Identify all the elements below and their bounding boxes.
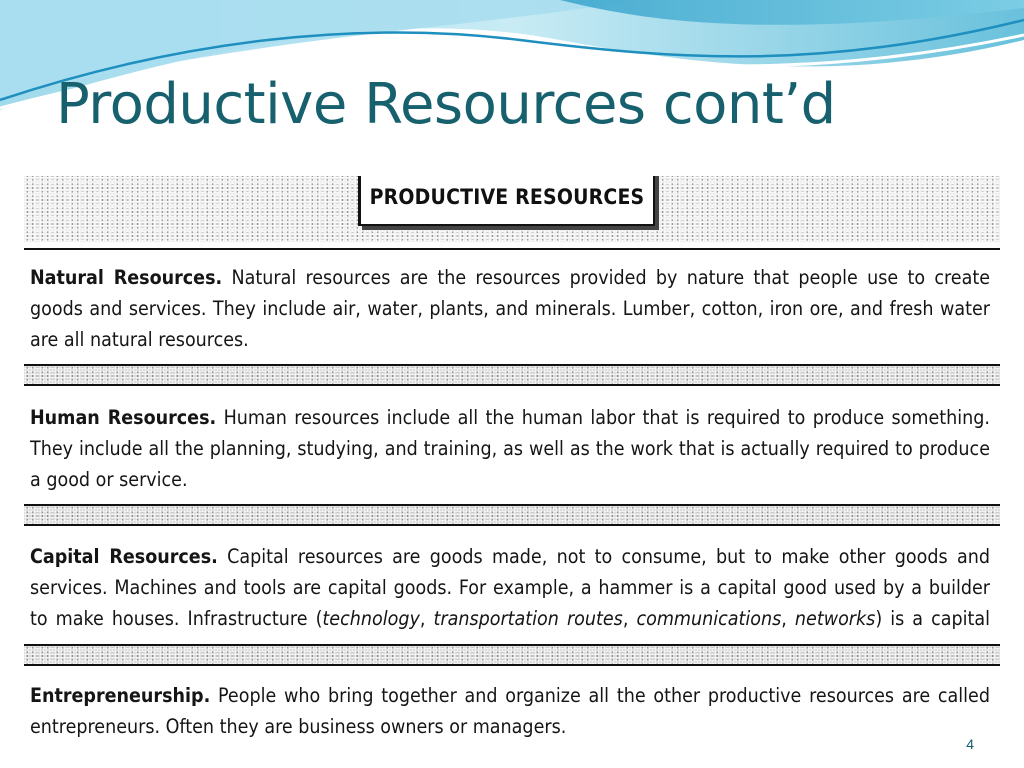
entry-separator: , — [419, 607, 434, 630]
entry-entrepreneurship — [30, 680, 990, 742]
entry-term: Natural Resources. — [30, 266, 223, 289]
slide-title: Productive Resources cont’d — [56, 72, 836, 137]
entry-text: Capital resources are goods made, not to consume, but to make other goods and services. Machines and tools are capital goods. For example, a hammer is a capital good used by a builder to make houses. Infrastructure ( — [30, 545, 990, 630]
scanned-document — [24, 176, 1000, 750]
entry-separator: , — [781, 607, 795, 630]
section-separator — [24, 504, 1000, 526]
entry-term: Entrepreneurship. — [30, 684, 211, 707]
section-separator — [24, 644, 1000, 666]
section-separator — [24, 364, 1000, 386]
entry-natural-resources — [30, 262, 990, 355]
page-number: 4 — [966, 736, 974, 752]
document-heading: PRODUCTIVE RESOURCES — [369, 185, 645, 209]
entry-text: People who bring together and organize all the other productive resources are called entrepreneurs. Often they are business owners or managers. — [30, 684, 990, 738]
entry-term: Capital Resources. — [30, 545, 218, 568]
entry-text: Human resources include all the human labor that is required to produce something. They include all the planning, studying, and training, as well as the work that is actually required to produce a good or service. — [30, 406, 990, 491]
entry-separator: , — [622, 607, 637, 630]
entry-text: Natural resources are the resources provided by nature that people use to create goods and services. They include air, water, plants, and minerals. Lumber, cotton, iron ore, and fresh water are all natural resources. — [30, 266, 991, 351]
document-heading-box — [358, 176, 655, 226]
entry-text-end: ) is a capital — [875, 607, 991, 630]
entry-human-resources — [30, 402, 990, 495]
entry-example: transportation routes — [433, 607, 623, 630]
entry-term: Human Resources. — [30, 406, 217, 429]
entry-example: communications — [636, 607, 782, 630]
divider-rule — [24, 248, 1000, 250]
entry-example: technology — [322, 607, 420, 630]
entry-example: networks — [794, 607, 876, 630]
